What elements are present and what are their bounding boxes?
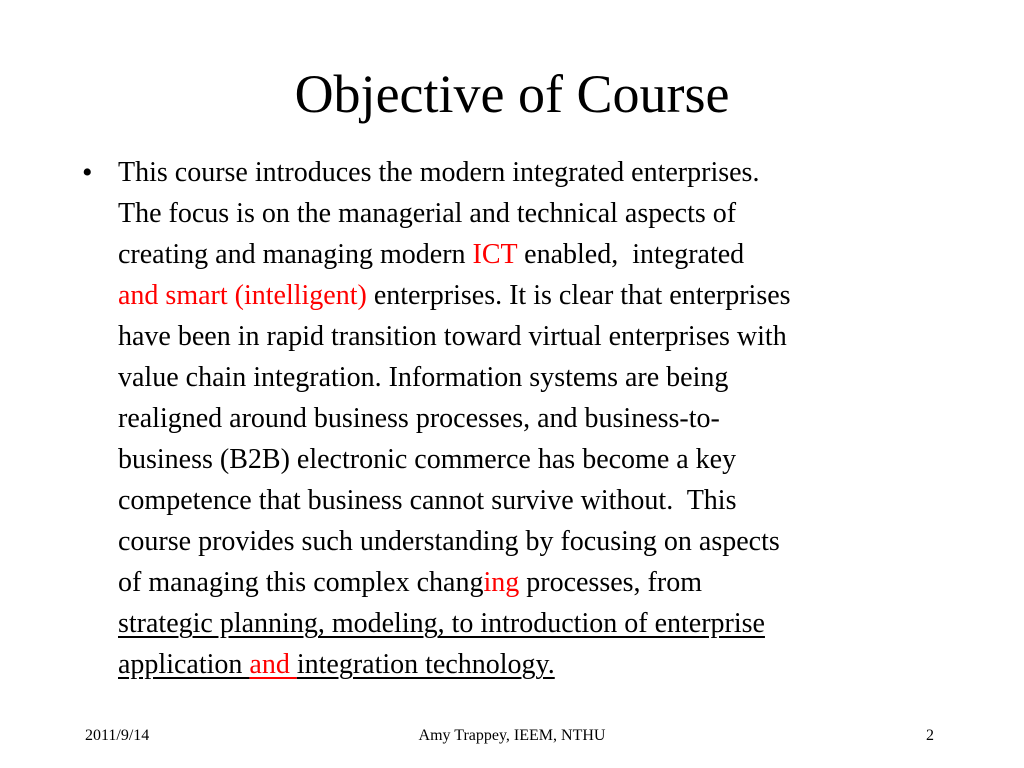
- footer-page-number: 2: [926, 727, 934, 744]
- text-run: enabled, integrated: [517, 239, 745, 270]
- text-line: [118, 644, 948, 685]
- text-line: [118, 521, 948, 562]
- text-run: course provides such understanding by focusing on aspects: [118, 526, 780, 557]
- text-run: integration technology.: [296, 649, 555, 680]
- text-line: [118, 398, 948, 439]
- highlighted-text-run: and smart (intelligent): [118, 280, 367, 311]
- text-run: This course introduces the modern integrated enterprises.: [118, 157, 760, 188]
- slide-title: Objective of Course: [294, 64, 730, 124]
- highlighted-text-run: ICT: [472, 239, 518, 270]
- text-line: [118, 234, 948, 275]
- text-run: competence that business cannot survive without. This: [118, 485, 737, 516]
- text-run: business (B2B) electronic commerce has become a key: [118, 444, 737, 475]
- footer-author: Amy Trappey, IEEM, NTHU: [418, 727, 606, 744]
- text-run: strategic planning, modeling, to introduction of enterprise: [118, 608, 765, 639]
- bullet-icon: •: [82, 156, 93, 189]
- text-line: [118, 562, 948, 603]
- text-run: value chain integration. Information systems are being: [118, 362, 729, 393]
- text-run: of managing this complex chang: [118, 567, 484, 598]
- bullet-text: [118, 152, 948, 685]
- text-line: [118, 193, 948, 234]
- text-run: enterprises. It is clear that enterprises: [366, 280, 791, 311]
- text-line: [118, 275, 948, 316]
- text-run: application: [118, 649, 250, 680]
- text-run: realigned around business processes, and business-to-: [118, 403, 720, 434]
- highlighted-text-run: and: [249, 649, 297, 680]
- text-run: have been in rapid transition toward virtual enterprises with: [118, 321, 787, 352]
- text-line: [118, 152, 948, 193]
- text-line: [118, 316, 948, 357]
- text-line: [118, 439, 948, 480]
- text-run: The focus is on the managerial and technical aspects of: [118, 198, 737, 229]
- text-run: processes, from: [519, 567, 702, 598]
- highlighted-text-run: ing: [483, 567, 520, 598]
- text-line: [118, 357, 948, 398]
- text-line: [118, 603, 948, 644]
- footer-date: 2011/9/14: [85, 727, 150, 744]
- text-run: creating and managing modern: [118, 239, 473, 270]
- text-line: [118, 480, 948, 521]
